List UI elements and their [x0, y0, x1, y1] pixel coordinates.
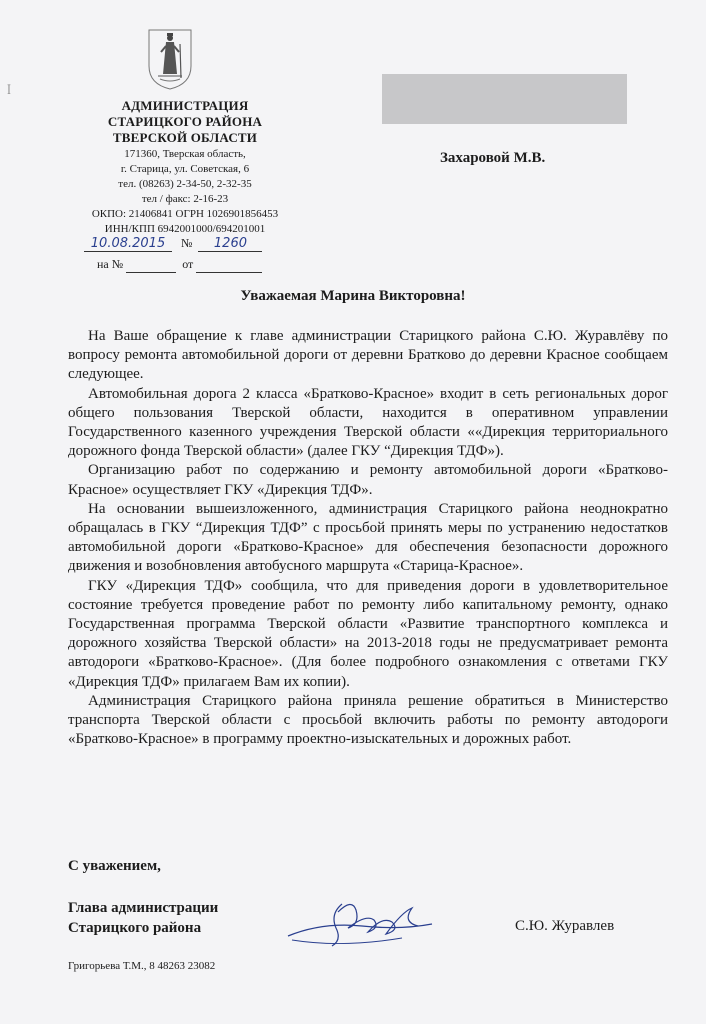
reference-label: на № [97, 257, 124, 271]
reference-line [97, 257, 262, 273]
redacted-address-block [382, 74, 627, 124]
org-name-line1: АДМИНИСТРАЦИЯ [121, 98, 249, 113]
addressee-name: Захаровой М.В. [440, 150, 546, 166]
executor-contact: Григорьева Т.М., 8 48263 23082 [68, 960, 216, 972]
reference-number-blank [126, 257, 176, 273]
org-name-line3: ТВЕРСКОЙ ОБЛАСТИ [112, 130, 258, 145]
registration-line [84, 236, 262, 252]
signatory-name: С.Ю. Журавлев [515, 918, 615, 934]
registration-number-sign: № [181, 236, 193, 250]
coat-of-arms-icon [146, 28, 194, 90]
closing-phrase: С уважением, [68, 858, 161, 874]
body-paragraph: Автомобильная дорога 2 класса «Братково-Красное» входит в сеть региональных дорог общего пользования Тверской области, находится в оперативном управлении Государственного казенного учреждения Тверской области ««Дирекция территориального дорожного фонда Тверской области» (далее ГКУ “Дирекция ТДФ»). [68, 385, 668, 460]
body-paragraph: На Ваше обращение к главе администрации Старицкого района С.Ю. Журавлёву по вопросу ремонта автомобильной дороги от деревни Братково до деревни Красное сообщаем следующее. [68, 328, 668, 383]
body-paragraph: На основании вышеизложенного, администрация Старицкого района неоднократно обращалась в ГКУ “Дирекция ТДФ” с просьбой принять меры по устранению недостатков автомобильной дороги «Братково-Красное» для обеспечения безопасности дорожного движения и возобновления автобусного маршрута «Старица-Красное». [68, 500, 668, 575]
signatory-title-line2: Старицкого района [68, 920, 202, 936]
org-okpo: ОКПО: 21406841 ОГРН 1026901856453 [91, 208, 279, 220]
salutation: Уважаемая Марина Викторовна! [240, 288, 466, 304]
org-inn: ИНН/КПП 6942001000/694201001 [104, 223, 266, 235]
scan-mark: ꟾ [7, 86, 11, 97]
reference-date-blank [196, 257, 262, 273]
org-address-line2: г. Старица, ул. Советская, 6 [120, 163, 250, 175]
org-phone: тел. (08263) 2-34-50, 2-32-35 [118, 178, 252, 190]
letter-body [68, 327, 668, 749]
signatory-title-line1: Глава администрации [68, 900, 219, 916]
org-address-line1: 171360, Тверская область, [124, 148, 246, 160]
body-paragraph: ГКУ «Дирекция ТДФ» сообщила, что для приведения дороги в удовлетворительное состояние требуется проведение работ по ремонту либо капитальному ремонту, однако Государственная программа Тверской области «Развитие транспортного комплекса и дорожного хозяйства Тверской области» на 2013-2018 годы не предусматривает ремонта автодороги «Братково-Красное». (Для более подробного ознакомления с ответами ГКУ «Дирекция ТДФ» прилагаем Вам их копии). [68, 577, 668, 690]
signatory-title [68, 898, 218, 938]
registration-date: 10.08.2015 [84, 236, 172, 252]
org-name-line2: СТАРИЦКОГО РАЙОНА [107, 114, 263, 129]
body-paragraph: Организацию работ по содержанию и ремонту автомобильной дороги «Братково-Красное» осуществляет ГКУ «Дирекция ТДФ». [68, 462, 668, 498]
body-paragraph: Администрация Старицкого района приняла решение обратиться в Министерство транспорта Тверской области с просьбой включить работы по ремонту автодороги «Братково-Красное» в программу проектно-изыскательных и дорожных работ. [68, 692, 668, 748]
registration-number: 1260 [198, 236, 262, 252]
org-fax: тел / факс: 2-16-23 [141, 193, 229, 205]
reference-from-label: от [182, 257, 194, 271]
handwritten-signature [282, 892, 440, 952]
